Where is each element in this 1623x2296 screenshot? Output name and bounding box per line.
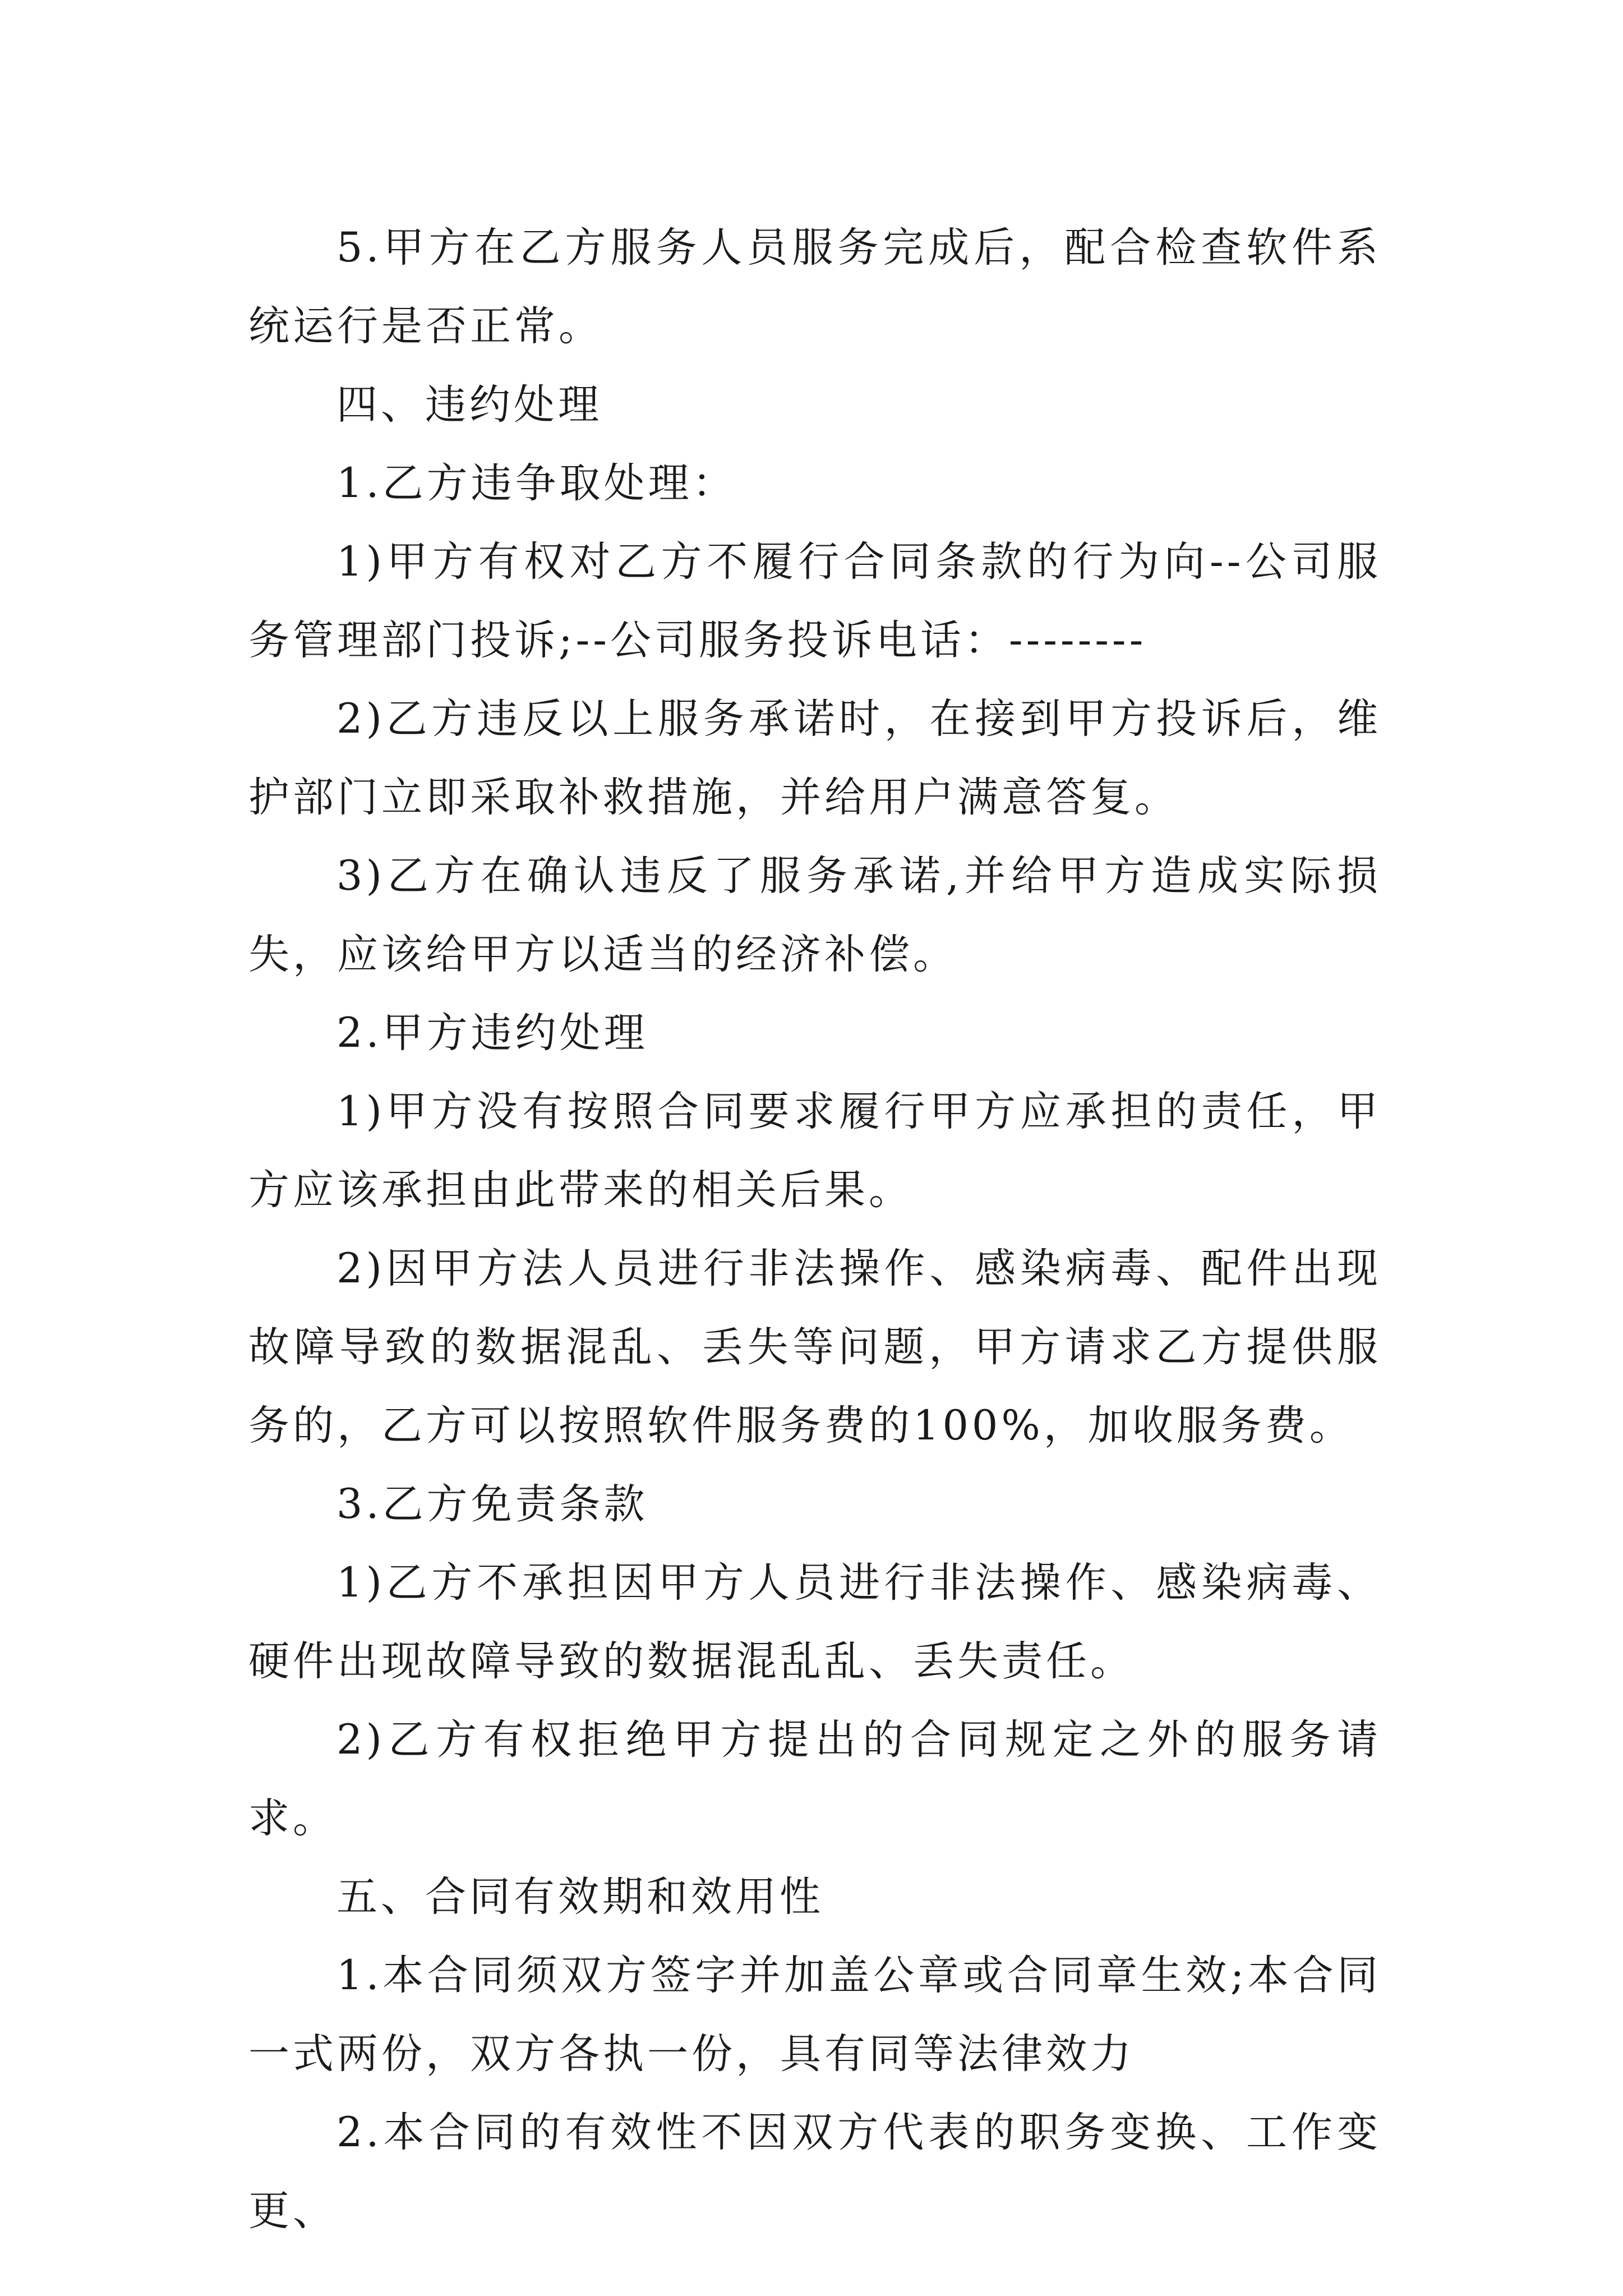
paragraph-item-5: 5.甲方在乙方服务人员服务完成后，配合检查软件系统运行是否正常。 xyxy=(248,224,1381,350)
section-heading-breach: 四、违约处理 xyxy=(336,381,602,429)
subsection-heading-party-b-breach: 1.乙方违争取处理： xyxy=(336,459,737,507)
paragraph-service-fee: 2)因甲方法人员进行非法操作、感染病毒、配件出现故障导致的数据混乱、丢失等问题，甲方请求乙方提供服务的，乙方可以按照软件服务费的100%，加收服务费。 xyxy=(248,1245,1381,1450)
subsection-heading-party-a-breach: 2.甲方违约处理 xyxy=(336,1009,648,1057)
document-body xyxy=(248,209,1381,2251)
paragraph-remedial-measures: 2)乙方违反以上服务承诺时，在接到甲方投诉后，维护部门立即采取补救措施，并给用户满意答复。 xyxy=(248,695,1381,821)
paragraph-complaint-right: 1)甲方有权对乙方不履行合同条款的行为向--公司服务管理部门投诉;--公司服务投诉电话：-------- xyxy=(248,538,1381,664)
paragraph-exemption-liability: 1)乙方不承担因甲方人员进行非法操作、感染病毒、硬件出现故障导致的数据混乱乱、丢失责任。 xyxy=(248,1559,1381,1685)
paragraph-contract-validity: 2.本合同的有效性不因双方代表的职务变换、工作变更、 xyxy=(248,2109,1381,2235)
paragraph-refuse-requests: 2)乙方有权拒绝甲方提出的合同规定之外的服务请求。 xyxy=(248,1716,1381,1842)
paragraph-party-a-responsibility: 1)甲方没有按照合同要求履行甲方应承担的责任，甲方应该承担由此带来的相关后果。 xyxy=(248,1088,1381,1214)
paragraph-compensation: 3)乙方在确认违反了服务承诺,并给甲方造成实际损失，应该给甲方以适当的经济补偿。 xyxy=(248,852,1381,978)
subsection-heading-exemption: 3.乙方免责条款 xyxy=(336,1480,648,1528)
paragraph-contract-effect: 1.本合同须双方签字并加盖公章或合同章生效;本合同一式两份，双方各执一份，具有同等法律效力 xyxy=(248,1952,1381,2078)
section-heading-validity: 五、合同有效期和效用性 xyxy=(336,1873,824,1921)
